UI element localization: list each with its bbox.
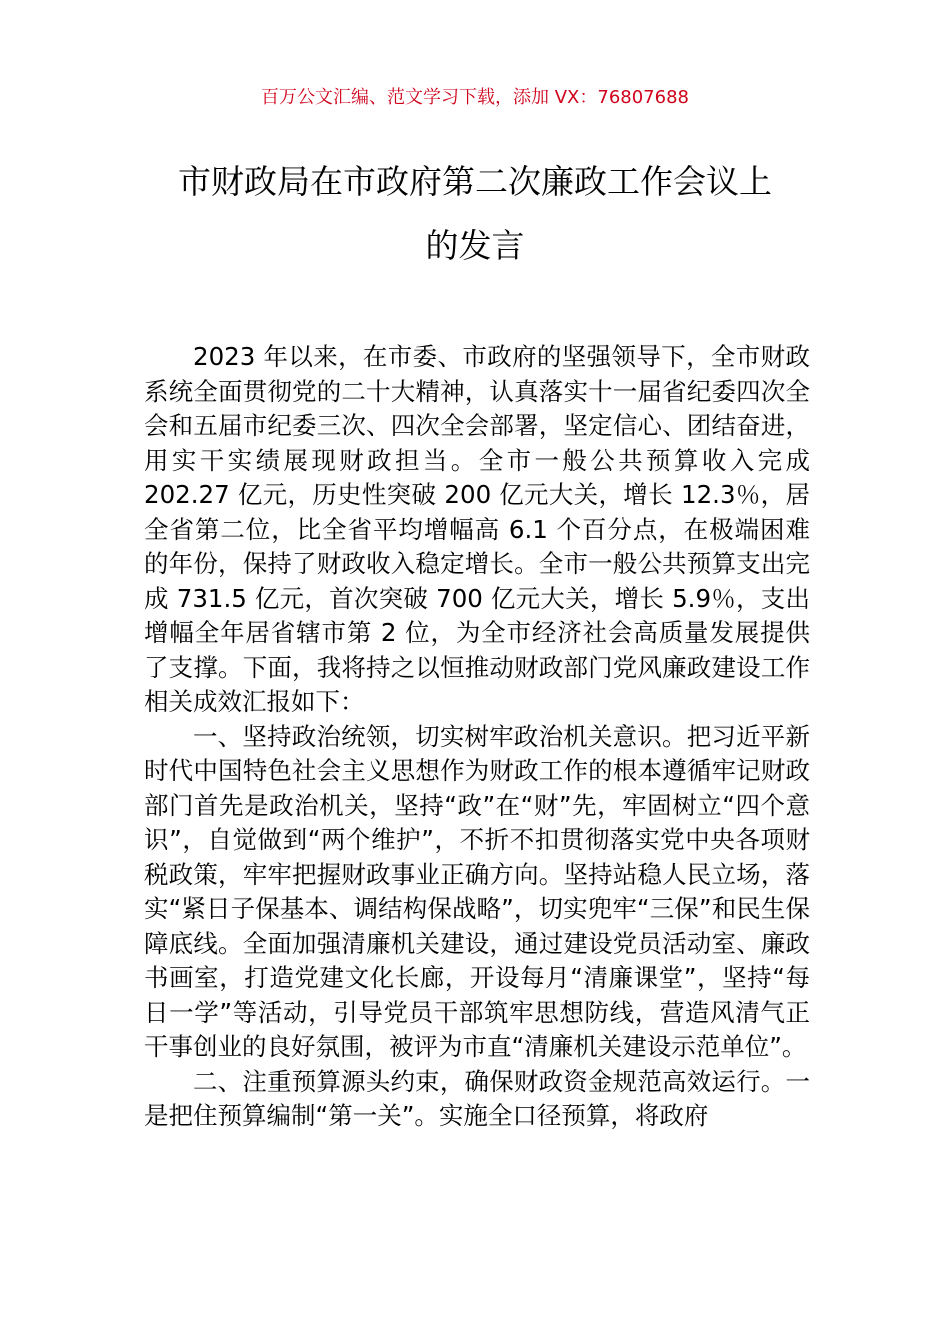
document-title xyxy=(140,150,810,278)
paragraph-section-2: 二、注重预算源头约束，确保财政资金规范高效运行。一是把住预算编制“第一关”。实施全口径预算，将政府 xyxy=(144,1066,810,1130)
watermark-header: 百万公文汇编、范文学习下载，添加 VX：76807688 xyxy=(261,87,689,108)
title-line-2: 的发言 xyxy=(425,226,525,265)
paragraph-section-1: 一、坚持政治统领，切实树牢政治机关意识。把习近平新时代中国特色社会主义思想作为财政工作的根本遵循牢记财政部门首先是政治机关，坚持“政”在“财”先，牢固树立“四个意识”，自觉做到“两个维护”，不折不扣贯彻落实党中央各项财税政策，牢牢把握财政事业正确方向。坚持站稳人民立场，落实“紧日子保基本、调结构保战略”，切实兜牢“三保”和民生保障底线。全面加强清廉机关建设，通过建设党员活动室、廉政书画室，打造党建文化长廊，开设每月“清廉课堂”，坚持“每日一学”等活动，引导党员干部筑牢思想防线，营造风清气正干事创业的良好氛围，被评为市直“清廉机关建设示范单位”。 xyxy=(144,721,810,1061)
paragraph-intro: 2023 年以来，在市委、市政府的坚强领导下，全市财政系统全面贯彻党的二十大精神，认真落实十一届省纪委四次全会和五届市纪委三次、四次全会部署，坚定信心、团结奋进，用实干实绩展现财政担当。全市一般公共预算收入完成 202.27 亿元，历史性突破 200 亿元大关，增长 12.3％，居全省第二位，比全省平均增幅高 6.1 个百分点，在极端困难的年份，保持了财政收入稳定增长。全市一般公共预算支出完成 731.5 亿元，首次突破 700 亿元大关，增长 5.9％，支出增幅全年居省辖市第 2 位，为全市经济社会高质量发展提供了支撑。下面，我将持之以恒推动财政部门党风廉政建设工作相关成效汇报如下： xyxy=(144,342,810,716)
title-line-1: 市财政局在市政府第二次廉政工作会议上 xyxy=(178,162,772,201)
document-body xyxy=(144,340,810,1134)
